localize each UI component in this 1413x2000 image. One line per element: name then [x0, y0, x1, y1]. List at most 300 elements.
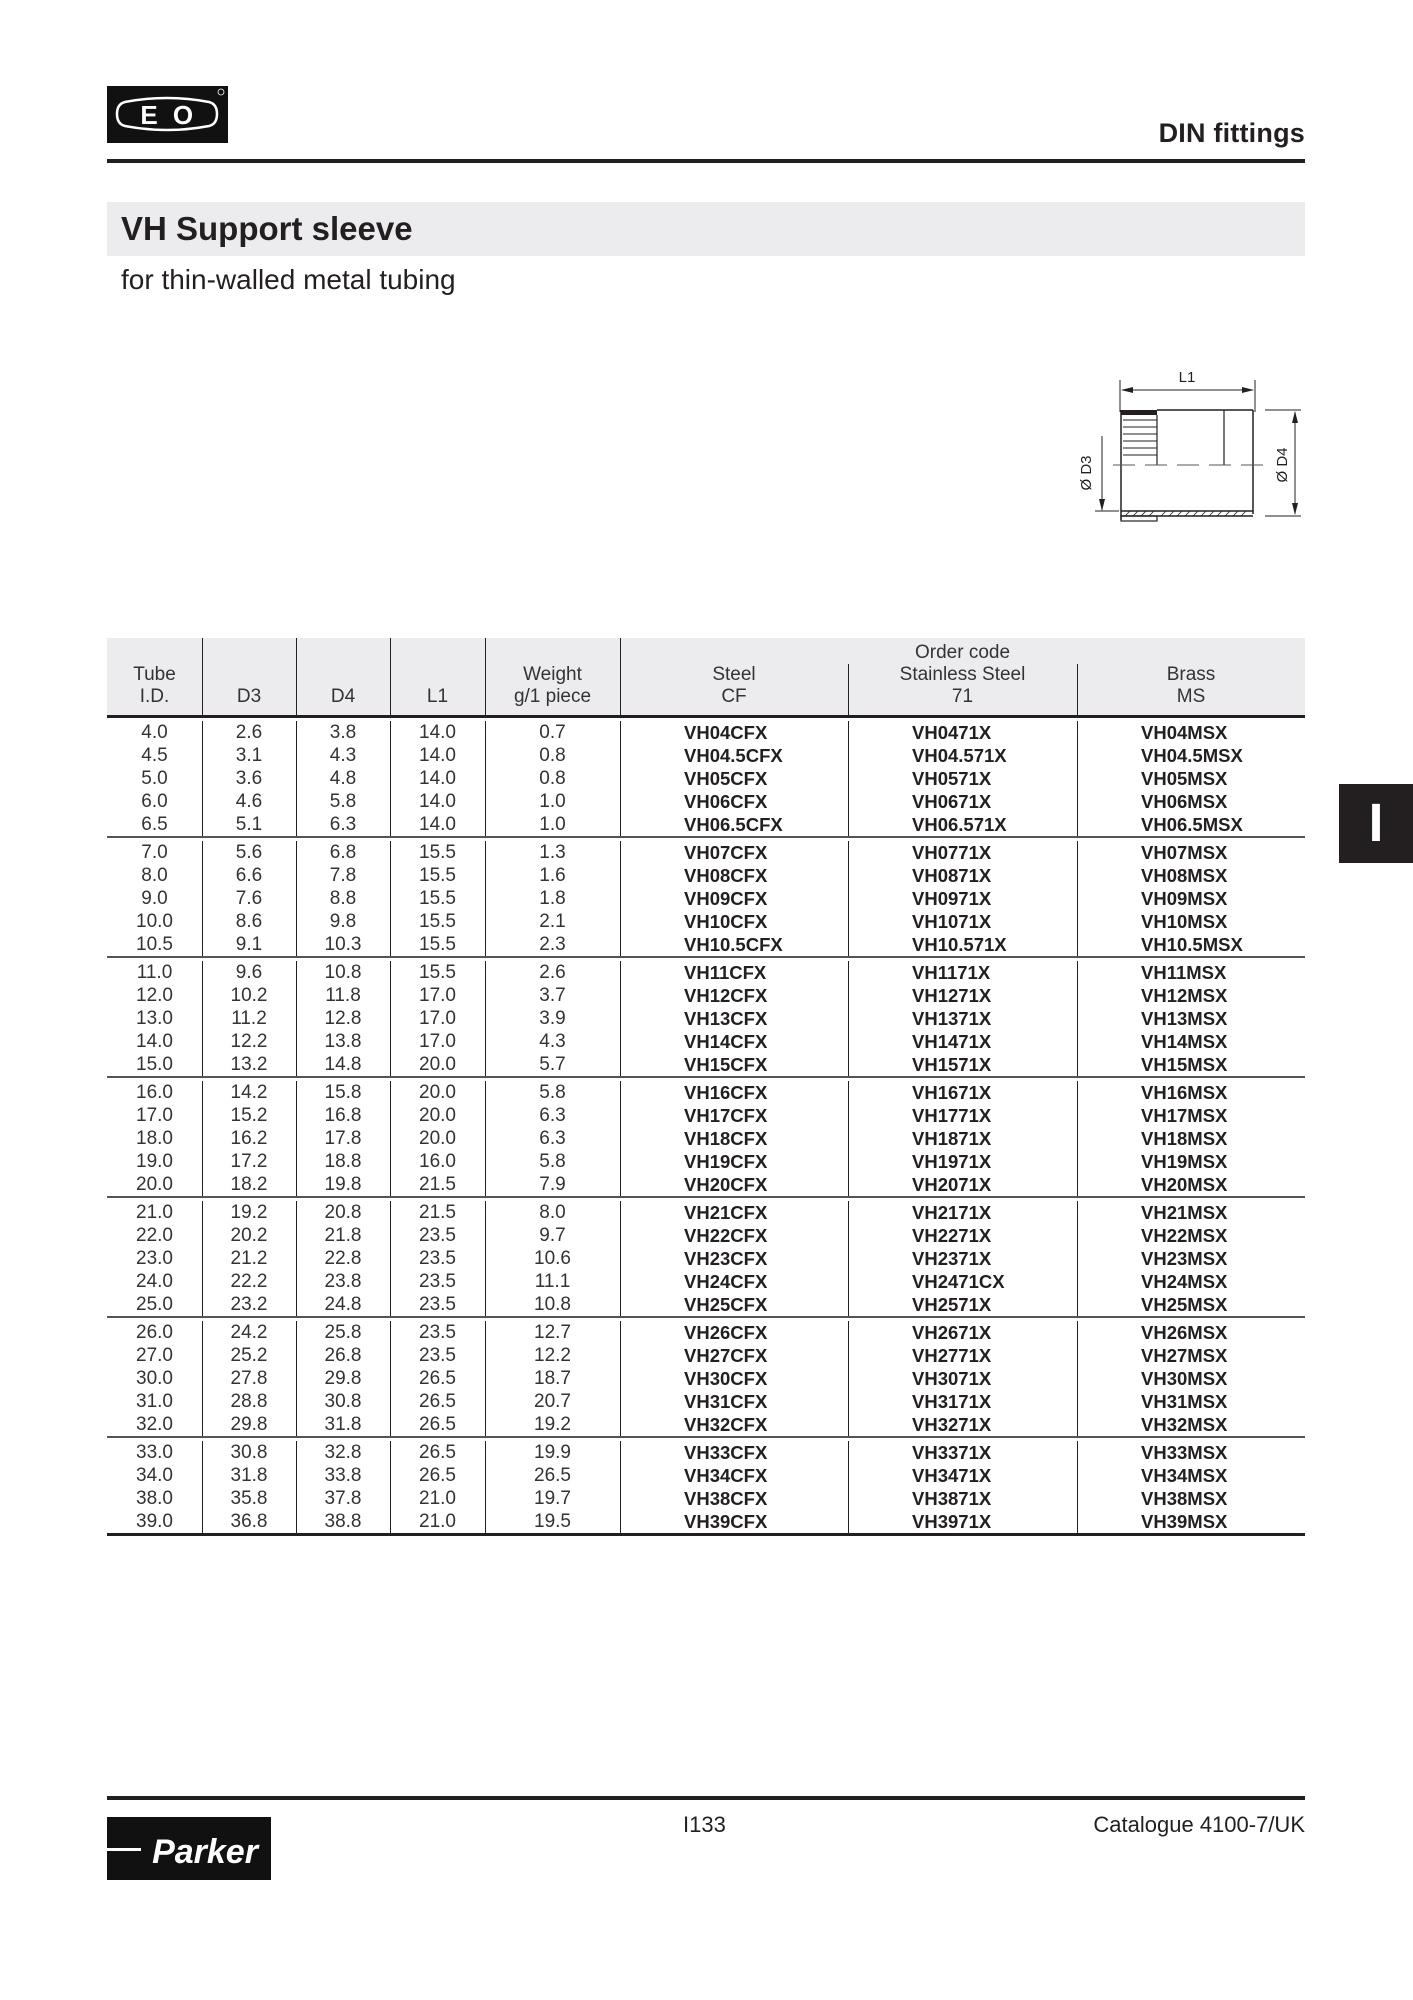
- parker-logo: [107, 1817, 271, 1880]
- cell-weight: 6.3: [539, 1105, 566, 1126]
- column-divider: [848, 664, 849, 715]
- table-row: [107, 1150, 1305, 1173]
- column-divider: [620, 1081, 621, 1196]
- column-divider: [390, 1321, 391, 1436]
- cell-weight: 9.7: [539, 1225, 566, 1246]
- sleeve-drawing: [1065, 360, 1315, 530]
- column-divider: [1077, 841, 1078, 956]
- cell-l1: 20.0: [419, 1082, 456, 1103]
- column-divider: [390, 1201, 391, 1316]
- cell-weight: 2.3: [539, 934, 566, 955]
- column-header-line1: Tube: [133, 664, 176, 685]
- table-row: [107, 1224, 1305, 1247]
- column-divider: [620, 1321, 621, 1436]
- cell-l1: 23.5: [419, 1345, 456, 1366]
- cell-d3: 23.2: [230, 1294, 268, 1315]
- cell-brass-ms: VH30MSX: [1141, 1368, 1228, 1389]
- cell-stainless-71: VH1671X: [912, 1082, 992, 1103]
- cell-steel-cf: VH05CFX: [684, 768, 768, 789]
- cell-weight: 1.8: [539, 888, 566, 909]
- cell-weight: 6.3: [539, 1128, 566, 1149]
- column-header-line2: I.D.: [139, 686, 170, 707]
- cell-l1: 21.0: [419, 1488, 456, 1509]
- cell-stainless-71: VH0971X: [912, 888, 992, 909]
- cell-d3: 3.1: [235, 745, 263, 766]
- cell-l1: 15.5: [419, 888, 456, 909]
- column-header-line2: D3: [236, 686, 262, 707]
- table-row: [107, 813, 1305, 836]
- cell-steel-cf: VH10.5CFX: [684, 934, 783, 955]
- column-divider: [848, 1201, 849, 1316]
- cell-d3: 12.2: [230, 1031, 268, 1052]
- cell-steel-cf: VH25CFX: [684, 1294, 768, 1315]
- row-group: [107, 1201, 1305, 1318]
- cell-tube-id: 20.0: [136, 1174, 173, 1195]
- cell-stainless-71: VH3071X: [912, 1368, 992, 1389]
- column-divider: [620, 1441, 621, 1533]
- cell-brass-ms: VH07MSX: [1141, 842, 1228, 863]
- cell-stainless-71: VH3871X: [912, 1488, 992, 1509]
- cell-tube-id: 30.0: [136, 1368, 173, 1389]
- cell-l1: 21.0: [419, 1511, 456, 1532]
- cell-d4: 32.8: [324, 1442, 362, 1463]
- column-divider: [620, 961, 621, 1076]
- cell-weight: 1.0: [539, 814, 566, 835]
- cell-tube-id: 4.0: [141, 722, 168, 743]
- table-row: [107, 910, 1305, 933]
- cell-tube-id: 27.0: [136, 1345, 173, 1366]
- column-divider: [390, 1081, 391, 1196]
- cell-d4: 33.8: [324, 1465, 362, 1486]
- footer-divider: [107, 1796, 1305, 1800]
- page-subtitle: for thin-walled metal tubing: [121, 264, 456, 295]
- cell-steel-cf: VH15CFX: [684, 1054, 768, 1075]
- column-header-d4: [296, 638, 390, 715]
- cell-d4: 23.8: [324, 1271, 362, 1292]
- cell-steel-cf: VH19CFX: [684, 1151, 768, 1172]
- cell-tube-id: 12.0: [136, 985, 173, 1006]
- chapter-tab-label: I: [1368, 793, 1384, 853]
- cell-tube-id: 6.5: [141, 814, 168, 835]
- cell-d4: 10.8: [324, 962, 362, 983]
- cell-d3: 8.6: [235, 911, 263, 932]
- table-row: [107, 1487, 1305, 1510]
- table-row: [107, 1390, 1305, 1413]
- cell-l1: 20.0: [419, 1128, 456, 1149]
- header-divider: [107, 159, 1305, 163]
- cell-brass-ms: VH12MSX: [1141, 985, 1228, 1006]
- cell-steel-cf: VH22CFX: [684, 1225, 768, 1246]
- column-divider: [1077, 1081, 1078, 1196]
- table-row: [107, 984, 1305, 1007]
- table-header: [107, 638, 1305, 718]
- cell-weight: 5.7: [539, 1054, 566, 1075]
- cell-tube-id: 17.0: [136, 1105, 173, 1126]
- cell-stainless-71: VH2271X: [912, 1225, 992, 1246]
- table-row: [107, 1104, 1305, 1127]
- cell-steel-cf: VH34CFX: [684, 1465, 768, 1486]
- cell-brass-ms: VH32MSX: [1141, 1414, 1228, 1435]
- cell-d4: 5.8: [329, 791, 357, 812]
- cell-stainless-71: VH1471X: [912, 1031, 992, 1052]
- cell-d4: 11.8: [325, 985, 361, 1006]
- column-divider: [848, 721, 849, 836]
- cell-brass-ms: VH11MSX: [1141, 962, 1227, 983]
- cell-steel-cf: VH39CFX: [684, 1511, 768, 1532]
- column-divider: [296, 1081, 297, 1196]
- cell-d4: 9.8: [329, 911, 357, 932]
- cell-weight: 19.7: [534, 1488, 571, 1509]
- cell-d3: 30.8: [230, 1442, 268, 1463]
- cell-stainless-71: VH1371X: [912, 1008, 992, 1029]
- cell-d3: 3.6: [235, 768, 263, 789]
- cell-l1: 15.5: [419, 934, 456, 955]
- table-row: [107, 1293, 1305, 1316]
- cell-brass-ms: VH31MSX: [1141, 1391, 1228, 1412]
- cell-d4: 21.8: [324, 1225, 362, 1246]
- column-header-weight: [485, 638, 620, 715]
- cell-d4: 7.8: [329, 865, 357, 886]
- cell-l1: 16.0: [419, 1151, 456, 1172]
- cell-brass-ms: VH20MSX: [1141, 1174, 1228, 1195]
- cell-steel-cf: VH11CFX: [684, 962, 767, 983]
- cell-stainless-71: VH2571X: [912, 1294, 992, 1315]
- cell-d3: 15.2: [230, 1105, 268, 1126]
- column-header-l1: [390, 638, 485, 715]
- cell-steel-cf: VH14CFX: [684, 1031, 768, 1052]
- cell-brass-ms: VH05MSX: [1141, 768, 1228, 789]
- cell-tube-id: 26.0: [136, 1322, 173, 1343]
- cell-steel-cf: VH18CFX: [684, 1128, 768, 1149]
- cell-steel-cf: VH10CFX: [684, 911, 768, 932]
- cell-stainless-71: VH0871X: [912, 865, 992, 886]
- column-header-steel-cf: [620, 638, 848, 715]
- table-body: [107, 721, 1305, 1536]
- cell-d3: 9.6: [235, 962, 263, 983]
- cell-tube-id: 14.0: [136, 1031, 173, 1052]
- cell-weight: 11.1: [534, 1271, 571, 1292]
- column-divider: [202, 1321, 203, 1436]
- column-divider: [485, 1081, 486, 1196]
- cell-l1: 26.5: [419, 1414, 456, 1435]
- cell-weight: 4.3: [539, 1031, 566, 1052]
- cell-stainless-71: VH3971X: [912, 1511, 992, 1532]
- column-header-line1: Steel: [712, 664, 756, 685]
- cell-l1: 15.5: [419, 842, 456, 863]
- page-title: VH Support sleeve: [121, 210, 413, 247]
- eo-logo: [107, 86, 228, 143]
- cell-d3: 5.6: [235, 842, 263, 863]
- cell-steel-cf: VH04CFX: [684, 722, 768, 743]
- table-row: [107, 1413, 1305, 1436]
- cell-l1: 23.5: [419, 1271, 456, 1292]
- cell-brass-ms: VH26MSX: [1141, 1322, 1228, 1343]
- row-group: [107, 721, 1305, 838]
- table-row: [107, 1173, 1305, 1196]
- cell-tube-id: 10.0: [136, 911, 173, 932]
- cell-d4: 26.8: [324, 1345, 362, 1366]
- cell-steel-cf: VH24CFX: [684, 1271, 768, 1292]
- cell-d3: 36.8: [230, 1511, 268, 1532]
- cell-stainless-71: VH2171X: [912, 1202, 992, 1223]
- cell-stainless-71: VH1271X: [912, 985, 992, 1006]
- eo-logo-letter-e: E: [140, 100, 158, 130]
- table-row: [107, 887, 1305, 910]
- row-group: [107, 1321, 1305, 1438]
- cell-l1: 20.0: [419, 1054, 456, 1075]
- cell-steel-cf: VH06CFX: [684, 791, 768, 812]
- cell-d3: 28.8: [230, 1391, 268, 1412]
- cell-weight: 5.8: [539, 1082, 566, 1103]
- column-header-line2: MS: [1176, 686, 1206, 707]
- column-header-d3: [202, 638, 296, 715]
- table-row: [107, 864, 1305, 887]
- cell-tube-id: 22.0: [136, 1225, 173, 1246]
- cell-steel-cf: VH07CFX: [684, 842, 768, 863]
- cell-l1: 17.0: [419, 985, 456, 1006]
- cell-tube-id: 31.0: [136, 1391, 173, 1412]
- cell-weight: 8.0: [539, 1202, 566, 1223]
- column-divider: [620, 638, 621, 715]
- cell-brass-ms: VH13MSX: [1141, 1008, 1228, 1029]
- cell-brass-ms: VH17MSX: [1141, 1105, 1228, 1126]
- cell-brass-ms: VH38MSX: [1141, 1488, 1228, 1509]
- cell-l1: 14.0: [419, 745, 456, 766]
- cell-stainless-71: VH1071X: [912, 911, 992, 932]
- cell-d3: 10.2: [230, 985, 268, 1006]
- cell-weight: 10.8: [534, 1294, 571, 1315]
- cell-l1: 23.5: [419, 1225, 456, 1246]
- cell-d4: 25.8: [324, 1322, 362, 1343]
- cell-d3: 2.6: [235, 722, 263, 743]
- column-header-line1: Brass: [1166, 664, 1216, 685]
- column-divider: [1077, 664, 1078, 715]
- column-divider: [390, 1441, 391, 1533]
- table-row: [107, 961, 1305, 984]
- column-divider: [390, 961, 391, 1076]
- table-row: [107, 1344, 1305, 1367]
- cell-weight: 10.6: [534, 1248, 571, 1269]
- cell-tube-id: 6.0: [141, 791, 168, 812]
- cell-d4: 3.8: [329, 722, 357, 743]
- cell-brass-ms: VH06.5MSX: [1141, 814, 1243, 835]
- cell-l1: 23.5: [419, 1322, 456, 1343]
- cell-brass-ms: VH27MSX: [1141, 1345, 1228, 1366]
- cell-stainless-71: VH06.571X: [912, 814, 1007, 835]
- column-divider: [296, 1441, 297, 1533]
- column-header-line1: Weight: [523, 664, 582, 685]
- cell-brass-ms: VH39MSX: [1141, 1511, 1228, 1532]
- section-title: DIN fittings: [1158, 118, 1305, 148]
- column-header-brass-ms: [1077, 638, 1305, 715]
- table-row: [107, 1007, 1305, 1030]
- column-divider: [848, 1321, 849, 1436]
- cell-tube-id: 8.0: [141, 865, 168, 886]
- cell-weight: 0.8: [539, 745, 566, 766]
- cell-l1: 15.5: [419, 962, 456, 983]
- cell-l1: 14.0: [419, 722, 456, 743]
- cell-brass-ms: VH22MSX: [1141, 1225, 1228, 1246]
- cell-l1: 14.0: [419, 791, 456, 812]
- row-group: [107, 961, 1305, 1078]
- table-row: [107, 1441, 1305, 1464]
- column-divider: [485, 961, 486, 1076]
- cell-stainless-71: VH10.571X: [912, 934, 1007, 955]
- column-divider: [296, 841, 297, 956]
- cell-brass-ms: VH34MSX: [1141, 1465, 1228, 1486]
- cell-tube-id: 34.0: [136, 1465, 173, 1486]
- row-group: [107, 1081, 1305, 1198]
- cell-l1: 26.5: [419, 1391, 456, 1412]
- cell-d4: 38.8: [324, 1511, 362, 1532]
- cell-stainless-71: VH1771X: [912, 1105, 992, 1126]
- cell-steel-cf: VH38CFX: [684, 1488, 768, 1509]
- cell-stainless-71: VH2671X: [912, 1322, 992, 1343]
- dimension-label-l1: L1: [1178, 369, 1196, 386]
- column-divider: [620, 1201, 621, 1316]
- column-divider: [1077, 1441, 1078, 1533]
- cell-brass-ms: VH15MSX: [1141, 1054, 1228, 1075]
- column-divider: [296, 638, 297, 715]
- table-row: [107, 841, 1305, 864]
- column-divider: [485, 721, 486, 836]
- cell-stainless-71: VH2471CX: [912, 1271, 1005, 1292]
- cell-tube-id: 13.0: [136, 1008, 173, 1029]
- cell-d4: 14.8: [324, 1054, 362, 1075]
- cell-d4: 4.3: [329, 745, 357, 766]
- cell-weight: 2.1: [539, 911, 566, 932]
- column-divider: [848, 841, 849, 956]
- cell-steel-cf: VH04.5CFX: [684, 745, 783, 766]
- column-divider: [848, 961, 849, 1076]
- cell-d3: 9.1: [235, 934, 263, 955]
- cell-steel-cf: VH09CFX: [684, 888, 768, 909]
- column-divider: [202, 1081, 203, 1196]
- cell-d4: 10.3: [324, 934, 362, 955]
- cell-weight: 7.9: [539, 1174, 566, 1195]
- cell-d4: 4.8: [329, 768, 357, 789]
- cell-steel-cf: VH23CFX: [684, 1248, 768, 1269]
- cell-brass-ms: VH04MSX: [1141, 722, 1228, 743]
- cell-d4: 13.8: [324, 1031, 362, 1052]
- title-band: [107, 202, 1305, 256]
- cell-stainless-71: VH3271X: [912, 1414, 992, 1435]
- cell-steel-cf: VH17CFX: [684, 1105, 768, 1126]
- cell-l1: 26.5: [419, 1465, 456, 1486]
- row-group: [107, 841, 1305, 958]
- eo-logo-letter-o: O: [172, 100, 194, 130]
- cell-d3: 29.8: [230, 1414, 268, 1435]
- cell-brass-ms: VH18MSX: [1141, 1128, 1228, 1149]
- cell-tube-id: 32.0: [136, 1414, 173, 1435]
- column-divider: [1077, 721, 1078, 836]
- table-row: [107, 721, 1305, 744]
- column-divider: [202, 1441, 203, 1533]
- cell-weight: 3.9: [539, 1008, 566, 1029]
- row-group: [107, 1441, 1305, 1536]
- cell-brass-ms: VH16MSX: [1141, 1082, 1228, 1103]
- column-divider: [202, 1201, 203, 1316]
- cell-brass-ms: VH23MSX: [1141, 1248, 1228, 1269]
- cell-stainless-71: VH1571X: [912, 1054, 992, 1075]
- cell-brass-ms: VH19MSX: [1141, 1151, 1228, 1172]
- cell-l1: 23.5: [419, 1294, 456, 1315]
- column-header-line1: Stainless Steel: [899, 664, 1026, 685]
- table-row: [107, 1321, 1305, 1344]
- cell-tube-id: 21.0: [136, 1202, 173, 1223]
- cell-tube-id: 18.0: [136, 1128, 173, 1149]
- dimension-label-d4: Ø D4: [1274, 447, 1291, 483]
- column-divider: [390, 841, 391, 956]
- cell-d3: 35.8: [230, 1488, 268, 1509]
- cell-d3: 13.2: [230, 1054, 268, 1075]
- cell-d3: 22.2: [230, 1271, 268, 1292]
- cell-d4: 16.8: [324, 1105, 362, 1126]
- cell-l1: 15.5: [419, 865, 456, 886]
- column-divider: [848, 1441, 849, 1533]
- column-divider: [390, 638, 391, 715]
- cell-tube-id: 19.0: [136, 1151, 173, 1172]
- cell-weight: 2.6: [539, 962, 566, 983]
- cell-tube-id: 25.0: [136, 1294, 173, 1315]
- cell-d3: 31.8: [230, 1465, 268, 1486]
- cell-d3: 16.2: [230, 1128, 268, 1149]
- cell-steel-cf: VH27CFX: [684, 1345, 768, 1366]
- cell-weight: 0.7: [539, 722, 566, 743]
- cell-d3: 24.2: [230, 1322, 268, 1343]
- cell-l1: 21.5: [419, 1174, 456, 1195]
- cell-steel-cf: VH30CFX: [684, 1368, 768, 1389]
- column-divider: [202, 841, 203, 956]
- cell-d4: 29.8: [324, 1368, 362, 1389]
- cell-brass-ms: VH21MSX: [1141, 1202, 1228, 1223]
- cell-d3: 25.2: [230, 1345, 268, 1366]
- cell-d3: 18.2: [230, 1174, 268, 1195]
- table-row: [107, 1270, 1305, 1293]
- dimension-label-d3: Ø D3: [1078, 455, 1095, 491]
- cell-brass-ms: VH10MSX: [1141, 911, 1228, 932]
- table-row: [107, 1367, 1305, 1390]
- column-header-line2: g/1 piece: [513, 686, 592, 707]
- cell-brass-ms: VH06MSX: [1141, 791, 1228, 812]
- cell-d3: 27.8: [230, 1368, 268, 1389]
- table-row: [107, 1127, 1305, 1150]
- cell-d4: 24.8: [324, 1294, 362, 1315]
- table-row: [107, 1030, 1305, 1053]
- cell-weight: 12.7: [534, 1322, 571, 1343]
- cell-weight: 12.2: [534, 1345, 571, 1366]
- column-divider: [1077, 1201, 1078, 1316]
- cell-steel-cf: VH26CFX: [684, 1322, 768, 1343]
- column-header-line2: CF: [721, 686, 747, 707]
- cell-l1: 26.5: [419, 1442, 456, 1463]
- order-code-table: [107, 638, 1305, 1536]
- column-header-line2: D4: [330, 686, 356, 707]
- column-divider: [390, 721, 391, 836]
- cell-steel-cf: VH08CFX: [684, 865, 768, 886]
- support-sleeve-diagram: [1065, 360, 1315, 530]
- cell-tube-id: 33.0: [136, 1442, 173, 1463]
- column-divider: [620, 721, 621, 836]
- cell-d3: 4.6: [235, 791, 263, 812]
- cell-l1: 21.5: [419, 1202, 456, 1223]
- column-divider: [1077, 1321, 1078, 1436]
- cell-steel-cf: VH33CFX: [684, 1442, 768, 1463]
- cell-tube-id: 23.0: [136, 1248, 173, 1269]
- cell-stainless-71: VH04.571X: [912, 745, 1007, 766]
- column-header-line2: L1: [426, 686, 449, 707]
- cell-steel-cf: VH20CFX: [684, 1174, 768, 1195]
